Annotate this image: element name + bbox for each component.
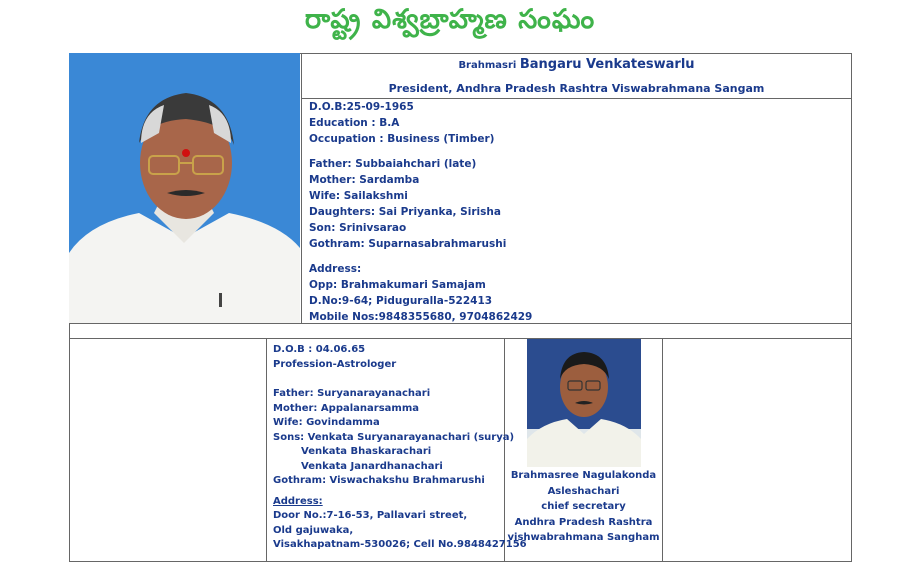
caption-line-5: vishwabrahmana Sangham [507,532,660,543]
caption-line-4: Andhra Pradesh Rashtra [514,516,653,528]
address-line-2: Old gajuwaka, [273,524,354,536]
separator-strip [69,323,852,339]
address-label: Address: [273,495,323,507]
secretary-photo [527,339,641,467]
father: Father: Subbaiahchari (late) [309,158,477,170]
top-name-line [301,57,852,74]
daughters: Daughters: Sai Priyanka, Sirisha [309,206,501,218]
person-portrait-icon [527,339,641,467]
mother: Mother: Appalanarsamma [273,402,419,414]
dob: D.O.B:25-09-1965 [309,101,414,113]
mobile-numbers: Mobile Nos:9848355680, 9704862429 [309,311,533,323]
president-photo [69,53,300,324]
dob: D.O.B : 04.06.65 [273,344,366,355]
son-3: Venkata Janardhanachari [301,460,443,472]
bottom-details [273,343,527,553]
address-line-1: Opp: Brahmakumari Samajam [309,279,486,291]
bottom-left-empty [69,338,267,562]
caption-line-3: chief secretary [541,501,626,512]
address-label: Address: [309,263,362,275]
address-line-2: D.No:9-64; Piduguralla-522413 [309,295,493,307]
caption-line-2: Asleshachari [547,485,620,497]
honorific: Brahmasri [458,60,517,71]
son-2: Venkata Bhaskarachari [301,446,432,457]
secretary-caption [504,468,663,546]
son: Son: Srinivsarao [309,222,407,234]
wife: Wife: Govindamma [273,417,380,428]
occupation: Occupation : Business (Timber) [309,133,495,145]
sons: Sons: Venkata Suryanarayanachari (surya) [273,431,515,443]
mother: Mother: Sardamba [309,174,420,186]
gothram: Gothram: Viswachakshu Brahmarushi [273,475,485,486]
father: Father: Suryanarayanachari [273,388,431,399]
top-designation: President, Andhra Pradesh Rashtra Viswabrahmana Sangam [388,82,765,95]
person-name: Bangaru Venkateswarlu [519,57,695,72]
gothram: Gothram: Suparnasabrahmarushi [309,238,507,250]
wife: Wife: Sailakshmi [309,190,408,202]
profession: Profession-Astrologer [273,358,397,370]
top-details [309,99,532,325]
caption-line-1: Brahmasree Nagulakonda [510,470,657,481]
address-line-1: Door No.:7-16-53, Pallavari street, [273,510,468,521]
person-portrait-icon [69,53,300,324]
education: Education : B.A [309,117,400,129]
address-line-3: Visakhapatnam-530026; Cell No.9848427156 [273,539,527,550]
page-title: రాష్ట్ర విశ్వబ్రాహ్మణ సంఘం [304,4,596,35]
